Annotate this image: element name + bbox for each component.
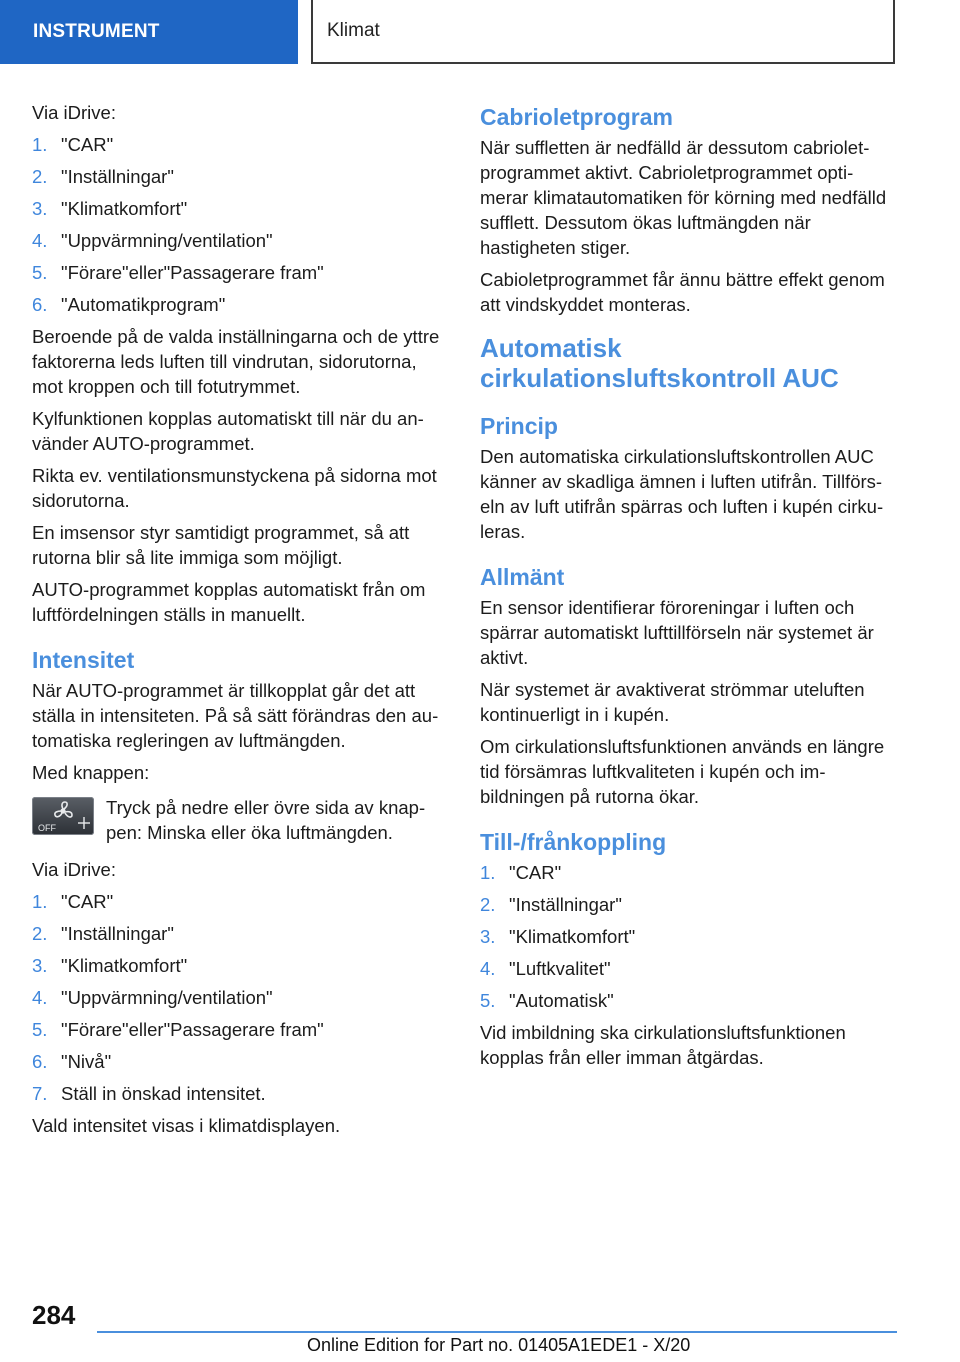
- list-item-text: Ställ in önskad intensitet.: [61, 1083, 266, 1104]
- list-item: [32, 985, 447, 1010]
- footer-rule: [97, 1331, 897, 1333]
- paragraph: Kylfunktionen kopplas automatiskt till när du använder AUTO-programmet.: [32, 408, 424, 454]
- list-item: [480, 988, 895, 1013]
- list-item-text: "Klimatkomfort": [61, 198, 188, 219]
- steps-list-intensity: [32, 889, 447, 1106]
- list-item-number: 3.: [32, 198, 48, 219]
- list-item: [32, 196, 447, 221]
- paragraph: Vid imbildning ska cirkulationsluftsfunktionen kopplas från eller imman åtgärdas.: [480, 1022, 846, 1068]
- list-item-number: 2.: [32, 923, 48, 944]
- list-item-number: 3.: [480, 926, 496, 947]
- list-item-text: "Inställningar": [61, 166, 174, 187]
- list-item-text: "Uppvärmning/ventilation": [61, 230, 273, 251]
- list-item-text: "CAR": [509, 862, 562, 883]
- button-off-label: OFF: [38, 823, 56, 833]
- list-item-number: 6.: [32, 1051, 48, 1072]
- list-item-text: "Uppvärmning/ventilation": [61, 987, 273, 1008]
- list-item-number: 1.: [480, 862, 496, 883]
- steps-list-auc: [480, 860, 895, 1013]
- paragraph: Den automatiska cirkulationsluftskontrollen AUC känner av skadliga ämnen i luften utifrån. Tillförseln av luft utifrån spärras och luften i kupén cirkuleras.: [480, 446, 884, 542]
- heading-till-frankoppling: Till-/frånkoppling: [480, 829, 667, 855]
- list-item: [32, 1017, 447, 1042]
- heading-allmant: Allmänt: [480, 564, 565, 590]
- list-item: [480, 956, 895, 981]
- paragraph: Cabioletprogrammet får ännu bättre effekt genom att vindskyddet monteras.: [480, 269, 885, 315]
- paragraph: Rikta ev. ventilationsmunstyckena på sidorna mot sidorutorna.: [32, 465, 437, 511]
- list-item-number: 1.: [32, 134, 48, 155]
- paragraph: En sensor identifierar föroreningar i luften och spärrar automatiskt lufttillförseln när systemet är aktivt.: [480, 597, 874, 668]
- list-item: [32, 1081, 447, 1106]
- list-item: [32, 228, 447, 253]
- section-tab: INSTRUMENT: [0, 0, 298, 64]
- list-item-number: 5.: [32, 262, 48, 283]
- list-item-text: "Nivå": [61, 1051, 112, 1072]
- list-item-text: "Inställningar": [509, 894, 622, 915]
- list-item: [480, 892, 895, 917]
- list-item-text: "Luftkvalitet": [509, 958, 611, 979]
- list-item: [32, 164, 447, 189]
- paragraph: När systemet är avaktiverat strömmar uteluften kontinuerligt in i kupén.: [480, 679, 865, 725]
- list-item: [32, 1049, 447, 1074]
- list-item: [32, 953, 447, 978]
- paragraph: Beroende på de valda inställningarna och de yttre faktorerna leds luften till vindrutan, sidorutorna, mot kroppen och till fotutrymmet.: [32, 326, 440, 397]
- list-item: [32, 889, 447, 914]
- right-column: [480, 100, 895, 1077]
- list-item-text: "Klimatkomfort": [61, 955, 188, 976]
- page-header: [0, 0, 960, 66]
- list-item: [32, 132, 447, 157]
- list-item-number: 4.: [32, 230, 48, 251]
- heading-princip: Princip: [480, 413, 558, 439]
- fan-button-image: [32, 797, 94, 835]
- list-item-number: 7.: [32, 1083, 48, 1104]
- paragraph: AUTO-programmet kopplas automatiskt från om luftfördelningen ställs in manuellt.: [32, 579, 426, 625]
- list-item-text: "Inställningar": [61, 923, 174, 944]
- list-item-number: 3.: [32, 955, 48, 976]
- heading-auc: Automatisk cirkulationsluftskontroll AUC: [480, 333, 839, 393]
- paragraph: Om cirkulationsluftsfunktionen används en längre tid försämras luftkvaliteten i kupén och imbildningen på rutorna ökar.: [480, 736, 885, 807]
- chapter-title: Klimat: [311, 0, 895, 64]
- page-number: 284: [32, 1300, 76, 1330]
- paragraph: Med knappen:: [32, 762, 150, 783]
- paragraph: När AUTO-programmet är tillkopplat går det att ställa in intensiteten. På så sätt förändras den automatiska regleringen av luftmängden.: [32, 680, 439, 751]
- list-item-number: 6.: [32, 294, 48, 315]
- edition-footer: Online Edition for Part no. 01405A1EDE1 - X/20: [307, 1335, 691, 1355]
- paragraph: När suffletten är nedfälld är dessutom cabrioletprogrammet aktivt. Cabrioletprogrammet optimerar klimatautomatiken för körning med nedfälld sufflett. Dessutom ökas luftmängden när hastigheten stiger.: [480, 137, 887, 258]
- paragraph: Vald intensitet visas i klimatdisplayen.: [32, 1115, 341, 1136]
- list-item-text: "CAR": [61, 134, 114, 155]
- list-item: [32, 921, 447, 946]
- fan-icon: [32, 797, 94, 835]
- via-idrive-label: Via iDrive:: [32, 859, 116, 880]
- list-item-number: 5.: [480, 990, 496, 1011]
- heading-cabrioletprogram: Cabrioletprogram: [480, 104, 673, 130]
- fan-button-row: [32, 795, 447, 845]
- heading-intensitet: Intensitet: [32, 647, 135, 673]
- left-column: [32, 100, 447, 1145]
- list-item-text: "Automatikprogram": [61, 294, 226, 315]
- list-item: [32, 260, 447, 285]
- list-item-number: 4.: [480, 958, 496, 979]
- list-item-number: 4.: [32, 987, 48, 1008]
- button-description: Tryck på nedre eller övre sida av knappen: Minska eller öka luftmängden.: [106, 797, 426, 843]
- steps-list-automatic: [32, 132, 447, 317]
- list-item-text: "CAR": [61, 891, 114, 912]
- list-item-text: "Förare"eller"Passagerare fram": [61, 1019, 324, 1040]
- paragraph: En imsensor styr samtidigt programmet, så att rutorna blir så lite immiga som möjligt.: [32, 522, 410, 568]
- list-item-number: 2.: [480, 894, 496, 915]
- list-item: [480, 860, 895, 885]
- list-item-text: "Förare"eller"Passagerare fram": [61, 262, 324, 283]
- list-item-number: 5.: [32, 1019, 48, 1040]
- list-item-text: "Klimatkomfort": [509, 926, 636, 947]
- list-item-text: "Automatisk": [509, 990, 614, 1011]
- list-item: [32, 292, 447, 317]
- via-idrive-label: Via iDrive:: [32, 102, 116, 123]
- list-item: [480, 924, 895, 949]
- list-item-number: 1.: [32, 891, 48, 912]
- list-item-number: 2.: [32, 166, 48, 187]
